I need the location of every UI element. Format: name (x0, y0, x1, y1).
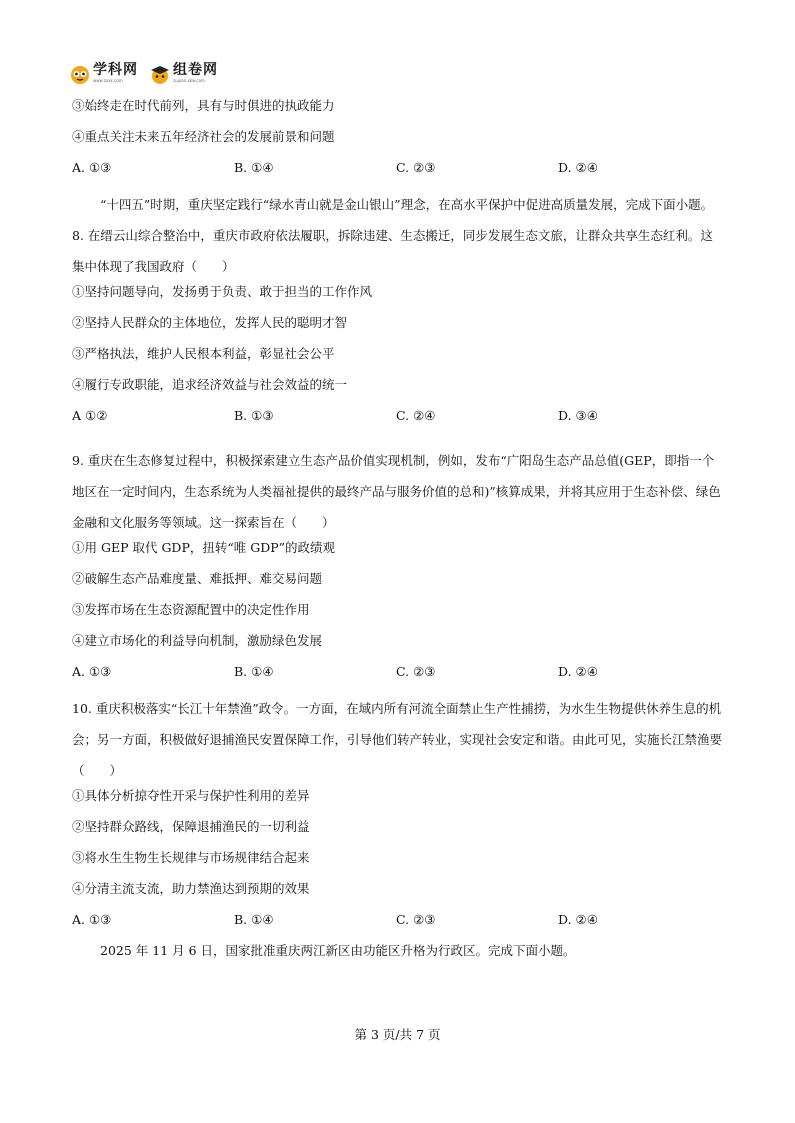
q9-option-c: C. ②③ (396, 664, 436, 679)
q10-option-d: D. ②④ (558, 912, 598, 927)
owl-face-icon (70, 64, 90, 84)
q8-statement-1: ①坚持问题导向，发扬勇于负责、敢于担当的工作作风 (72, 284, 373, 299)
logo2-title: 组卷网 (173, 62, 218, 78)
q8-option-c: C. ②④ (396, 408, 436, 423)
option-d: D. ②④ (558, 160, 598, 175)
statement-4: ④重点关注未来五年经济社会的发展前景和问题 (72, 129, 335, 144)
section-intro: “十四五”时期，重庆坚定践行“绿水青山就是金山银山”理念，在高水平保护中促进高质量发展，完成下面小题。 (100, 197, 714, 212)
zujuan-logo (150, 62, 218, 84)
q10-option-c: C. ②③ (396, 912, 436, 927)
q10-statement-2: ②坚持群众路线，保障退捕渔民的一切利益 (72, 819, 310, 834)
option-b: B. ①④ (234, 160, 274, 175)
q8-statement-4: ④履行专政职能，追求经济效益与社会效益的统一 (72, 377, 348, 392)
q8-option-b: B. ①③ (234, 408, 274, 423)
q8-options (72, 406, 722, 437)
q10-statement-1: ①具体分析掠夺性开采与保护性利用的差异 (72, 788, 310, 803)
question-10-stem: 10. 重庆积极落实“长江十年禁渔”政令。一方面，在域内所有河流全面禁止生产性捕捞，为水生生物提供休养生息的机会；另一方面，积极做好退捕渔民安置保障工作，引导他们转产转业，实现社会安定和谐。由此可见，实施长江禁渔要（ ） (72, 701, 723, 778)
q9-statement-1: ①用 GEP 取代 GDP，扭转“唯 GDP”的政绩观 (72, 540, 336, 555)
option-a: A. ①③ (72, 160, 112, 175)
logo1-title: 学科网 (93, 62, 138, 78)
answer-options (72, 158, 722, 189)
question-9-stem: 9. 重庆在生态修复过程中，积极探索建立生态产品价值实现机制，例如，发布“广阳岛生态产品总值(GEP，即指一个地区在一定时间内，生态系统为人类福祉提供的最终产品与服务价值的总和)”核算成果，并将其应用于生态补偿、绿色金融和文化服务等领域。这一探索旨在（ ） (72, 453, 721, 530)
q10-statement-4: ④分清主流支流，助力禁渔达到预期的效果 (72, 881, 310, 896)
q8-statement-2: ②坚持人民群众的主体地位，发挥人民的聪明才智 (72, 315, 348, 330)
statement-3: ③始终走在时代前列，具有与时俱进的执政能力 (72, 98, 335, 113)
q8-option-a: A ①② (72, 408, 108, 423)
q9-option-d: D. ②④ (558, 664, 598, 679)
zxxk-logo (70, 62, 138, 84)
q9-statement-4: ④建立市场化的利益导向机制，激励绿色发展 (72, 633, 323, 648)
question-8-stem: 8. 在缙云山综合整治中，重庆市政府依法履职，拆除违建、生态搬迁，同步发展生态文旅，让群众共享生态红利。这集中体现了我国政府（ ） (72, 228, 713, 274)
page-content (72, 96, 722, 972)
q8-option-d: D. ③④ (558, 408, 598, 423)
q9-statement-3: ③发挥市场在生态资源配置中的决定性作用 (72, 602, 310, 617)
q10-statement-3: ③将水生生物生长规律与市场规律结合起来 (72, 850, 310, 865)
header-logos (70, 60, 230, 86)
q10-options (72, 910, 722, 941)
q10-option-a: A. ①③ (72, 912, 112, 927)
q9-options (72, 662, 722, 693)
page-number: 第 3 页/共 7 页 (354, 1027, 441, 1042)
q9-statement-2: ②破解生态产品难度量、难抵押、难交易问题 (72, 571, 323, 586)
q9-option-a: A. ①③ (72, 664, 112, 679)
graduation-cap-icon (150, 64, 170, 84)
q9-option-b: B. ①④ (234, 664, 274, 679)
option-c: C. ②③ (396, 160, 436, 175)
q10-option-b: B. ①④ (234, 912, 274, 927)
logo2-subtitle: zujuan.xkw.com (173, 78, 205, 83)
section-intro-2: 2025 年 11 月 6 日，国家批准重庆两江新区由功能区升格为行政区。完成下面小题。 (100, 943, 576, 958)
logo1-subtitle: www.zxxk.com (93, 78, 123, 83)
q8-statement-3: ③严格执法，维护人民根本利益，彰显社会公平 (72, 346, 335, 361)
